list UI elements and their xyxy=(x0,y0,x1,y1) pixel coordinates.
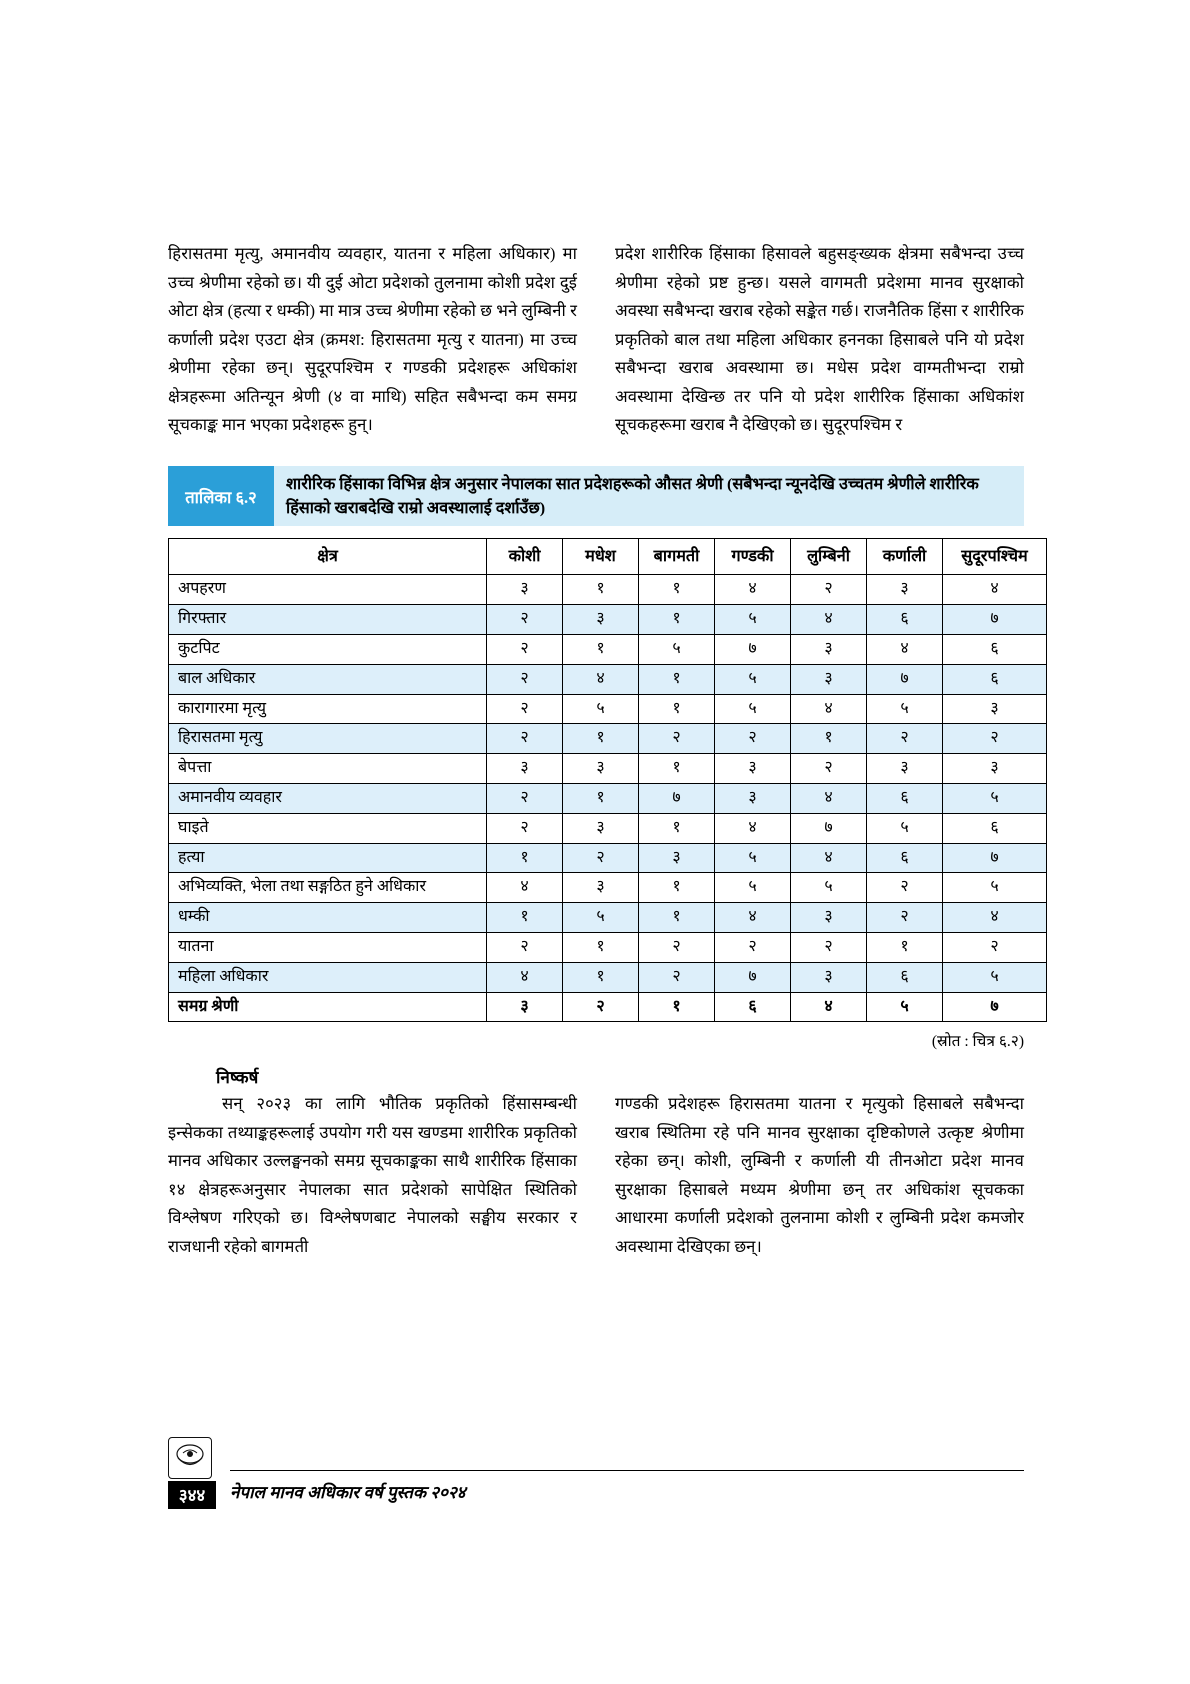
cell-value: ७ xyxy=(943,843,1047,873)
cell-value: ४ xyxy=(943,903,1047,933)
cell-value: २ xyxy=(715,724,791,754)
cell-value: ३ xyxy=(791,634,867,664)
cell-value: ३ xyxy=(791,962,867,992)
cell-value: ३ xyxy=(867,575,943,605)
cell-value: २ xyxy=(867,903,943,933)
cell-value: ३ xyxy=(943,694,1047,724)
insec-emblem-icon xyxy=(171,1441,209,1475)
cell-value: १ xyxy=(639,754,715,784)
footer-title: नेपाल मानव अधिकार वर्ष पुस्तक २०२४ xyxy=(230,1483,466,1502)
cell-value: १ xyxy=(867,932,943,962)
table-row xyxy=(169,754,1047,784)
table-row xyxy=(169,843,1047,873)
total-row-label: समग्र श्रेणी xyxy=(169,992,487,1022)
header-cell-koshi: कोशी xyxy=(487,539,563,575)
province-ranking-table xyxy=(168,538,1047,1022)
cell-value: ५ xyxy=(563,903,639,933)
cell-value: ४ xyxy=(487,873,563,903)
cell-value: ४ xyxy=(487,962,563,992)
cell-value: १ xyxy=(487,903,563,933)
row-label: अमानवीय व्यवहार xyxy=(169,783,487,813)
intro-left-column xyxy=(168,240,577,440)
cell-value: २ xyxy=(943,724,1047,754)
cell-value: १ xyxy=(563,932,639,962)
cell-value: ६ xyxy=(943,813,1047,843)
cell-value: १ xyxy=(639,575,715,605)
table-header-row xyxy=(169,539,1047,575)
table-caption-text: शारीरिक हिंसाका विभिन्न क्षेत्र अनुसार नेपालका सात प्रदेशहरूको औसत श्रेणी (सबैभन्दा न्यूनदेखि उच्चतम श्रेणीले शारीरिक हिंसाको खराबदेखि राम्रो अवस्थालाई दर्शाउँछ) xyxy=(274,466,1024,527)
cell-value: ५ xyxy=(715,694,791,724)
cell-value: ३ xyxy=(791,664,867,694)
cell-value: २ xyxy=(867,873,943,903)
cell-value: ३ xyxy=(715,754,791,784)
cell-value: ४ xyxy=(791,605,867,635)
cell-value: ७ xyxy=(715,634,791,664)
row-label: अभिव्यक्ति, भेला तथा सङ्गठित हुने अधिकार xyxy=(169,873,487,903)
cell-value: ७ xyxy=(943,605,1047,635)
cell-value: ७ xyxy=(639,783,715,813)
page-number: ३४४ xyxy=(168,1481,216,1509)
table-head xyxy=(169,539,1047,575)
intro-right-column xyxy=(615,240,1024,440)
header-cell-gandaki: गण्डकी xyxy=(715,539,791,575)
cell-value: ३ xyxy=(563,754,639,784)
cell-value: २ xyxy=(715,932,791,962)
intro-right-paragraph: प्रदेश शारीरिक हिंसाका हिसावले बहुसङ्ख्यक क्षेत्रमा सबैभन्दा उच्च श्रेणीमा रहेको प्रष्ट हुन्छ। यसले वागमती प्रदेशमा मानव सुरक्षाको अवस्था सबैभन्दा खराब रहेको सङ्केत गर्छ। राजनैतिक हिंसा र शारीरिक प्रकृतिको बाल तथा महिला अधिकार हननका हिसाबले पनि यो प्रदेश सबैभन्दा खराब अवस्थामा छ। मधेस प्रदेश वाग्मतीभन्दा राम्रो अवस्थामा देखिन्छ तर पनि यो प्रदेश शारीरिक हिंसाका अधिकांश सूचकहरूमा खराब नै देखिएको छ। सुदूरपश्चिम र xyxy=(615,244,1024,435)
cell-value: ४ xyxy=(791,843,867,873)
cell-value: ४ xyxy=(791,783,867,813)
cell-value: १ xyxy=(639,664,715,694)
cell-value: २ xyxy=(487,932,563,962)
cell-value: २ xyxy=(791,575,867,605)
cell-value: ४ xyxy=(791,694,867,724)
cell-value: १ xyxy=(563,724,639,754)
row-label: गिरफ्तार xyxy=(169,605,487,635)
total-cell-value: १ xyxy=(639,992,715,1022)
total-cell-value: ६ xyxy=(715,992,791,1022)
cell-value: ५ xyxy=(715,605,791,635)
cell-value: ४ xyxy=(715,903,791,933)
cell-value: २ xyxy=(487,664,563,694)
cell-value: ५ xyxy=(715,843,791,873)
total-cell-value: ४ xyxy=(791,992,867,1022)
header-cell-lumbini: लुम्बिनी xyxy=(791,539,867,575)
cell-value: ७ xyxy=(867,664,943,694)
cell-value: ३ xyxy=(867,754,943,784)
cell-value: १ xyxy=(563,962,639,992)
table-row xyxy=(169,962,1047,992)
cell-value: ७ xyxy=(791,813,867,843)
cell-value: ३ xyxy=(943,754,1047,784)
table-row xyxy=(169,575,1047,605)
row-label: हत्या xyxy=(169,843,487,873)
header-cell-sudurpashchim: सुदूरपश्चिम xyxy=(943,539,1047,575)
cell-value: १ xyxy=(487,843,563,873)
header-cell-bagmati: बागमती xyxy=(639,539,715,575)
row-label: कारागारमा मृत्यु xyxy=(169,694,487,724)
cell-value: २ xyxy=(487,694,563,724)
cell-value: २ xyxy=(639,932,715,962)
cell-value: २ xyxy=(639,962,715,992)
cell-value: ४ xyxy=(715,813,791,843)
table-row xyxy=(169,664,1047,694)
conclusion-heading: निष्कर्ष xyxy=(216,1068,259,1088)
cell-value: १ xyxy=(639,873,715,903)
row-label: महिला अधिकार xyxy=(169,962,487,992)
table-row xyxy=(169,932,1047,962)
cell-value: ४ xyxy=(563,664,639,694)
cell-value: ३ xyxy=(715,783,791,813)
cell-value: ५ xyxy=(715,664,791,694)
cell-value: ३ xyxy=(563,605,639,635)
footer-inner xyxy=(168,1437,1024,1509)
table-row xyxy=(169,783,1047,813)
cell-value: १ xyxy=(639,694,715,724)
page-content xyxy=(168,240,1028,1262)
cell-value: ३ xyxy=(487,754,563,784)
cell-value: २ xyxy=(867,724,943,754)
cell-value: ५ xyxy=(867,694,943,724)
intro-columns xyxy=(168,240,1024,440)
insec-logo-icon xyxy=(168,1437,212,1479)
cell-value: ३ xyxy=(639,843,715,873)
table-row xyxy=(169,873,1047,903)
table-caption xyxy=(168,466,1024,527)
table-row xyxy=(169,634,1047,664)
cell-value: ६ xyxy=(943,634,1047,664)
cell-value: ५ xyxy=(867,813,943,843)
cell-value: २ xyxy=(487,783,563,813)
row-label: धम्की xyxy=(169,903,487,933)
cell-value: ३ xyxy=(791,903,867,933)
cell-value: २ xyxy=(639,724,715,754)
cell-value: ५ xyxy=(715,873,791,903)
cell-value: ६ xyxy=(867,783,943,813)
cell-value: १ xyxy=(563,783,639,813)
cell-value: ४ xyxy=(715,575,791,605)
table-total-row xyxy=(169,992,1047,1022)
cell-value: ४ xyxy=(867,634,943,664)
cell-value: ३ xyxy=(563,813,639,843)
cell-value: २ xyxy=(487,813,563,843)
cell-value: १ xyxy=(563,634,639,664)
total-cell-value: ३ xyxy=(487,992,563,1022)
cell-value: २ xyxy=(487,634,563,664)
publisher-logo xyxy=(168,1437,216,1509)
total-cell-value: ५ xyxy=(867,992,943,1022)
conclusion-left-column xyxy=(168,1090,577,1261)
cell-value: ६ xyxy=(867,962,943,992)
total-cell-value: २ xyxy=(563,992,639,1022)
intro-left-paragraph: हिरासतमा मृत्यु, अमानवीय व्यवहार, यातना र महिला अधिकार) मा उच्च श्रेणीमा रहेको छ। यी दुई ओटा प्रदेशको तुलनामा कोशी प्रदेश दुई ओटा क्षेत्र (हत्या र धम्की) मा मात्र उच्च श्रेणीमा रहेको छ भने लुम्बिनी र कर्णाली प्रदेश एउटा क्षेत्र (क्रमश: हिरासतमा मृत्यु र यातना) मा उच्च श्रेणीमा रहेका छन्। सुदूरपश्चिम र गण्डकी प्रदेशहरू अधिकांश क्षेत्रहरूमा अतिन्यून श्रेणी (४ वा माथि) सहित सबैभन्दा कम समग्र सूचकाङ्क मान भएका प्रदेशहरू हुन्। xyxy=(168,244,577,435)
cell-value: १ xyxy=(639,813,715,843)
cell-value: २ xyxy=(791,754,867,784)
cell-value: ६ xyxy=(943,664,1047,694)
cell-value: १ xyxy=(639,605,715,635)
row-label: अपहरण xyxy=(169,575,487,605)
row-label: बेपत्ता xyxy=(169,754,487,784)
table-source-note: (स्रोत : चित्र ६.२) xyxy=(931,1033,1024,1051)
table-row xyxy=(169,903,1047,933)
cell-value: ५ xyxy=(563,694,639,724)
row-label: बाल अधिकार xyxy=(169,664,487,694)
cell-value: ५ xyxy=(943,873,1047,903)
total-cell-value: ७ xyxy=(943,992,1047,1022)
table-row xyxy=(169,605,1047,635)
cell-value: १ xyxy=(639,903,715,933)
row-label: कुटपिट xyxy=(169,634,487,664)
conclusion-right-paragraph: गण्डकी प्रदेशहरू हिरासतमा यातना र मृत्युको हिसाबले सबैभन्दा खराब स्थितिमा रहे पनि मानव सुरक्षाका दृष्टिकोणले उत्कृष्ट श्रेणीमा रहेका छन्। कोशी, लुम्बिनी र कर्णाली यी तीनओटा प्रदेश मानव सुरक्षाका हिसाबले मध्यम श्रेणीमा छन् तर अधिकांश सूचकका आधारमा कर्णाली प्रदेशको तुलनामा कोशी र लुम्बिनी प्रदेश कमजोर अवस्थामा देखिएका छन्। xyxy=(615,1094,1024,1256)
cell-value: ३ xyxy=(487,575,563,605)
header-cell-karnali: कर्णाली xyxy=(867,539,943,575)
header-cell-madhesh: मधेश xyxy=(563,539,639,575)
cell-value: १ xyxy=(563,575,639,605)
table-row xyxy=(169,724,1047,754)
cell-value: २ xyxy=(487,605,563,635)
cell-value: ५ xyxy=(943,783,1047,813)
cell-value: २ xyxy=(487,724,563,754)
conclusion-columns xyxy=(168,1090,1024,1261)
table-caption-tag: तालिका ६.२ xyxy=(168,466,274,527)
cell-value: २ xyxy=(563,843,639,873)
row-label: घाइते xyxy=(169,813,487,843)
cell-value: १ xyxy=(791,724,867,754)
row-label: यातना xyxy=(169,932,487,962)
table-row xyxy=(169,813,1047,843)
cell-value: ६ xyxy=(867,605,943,635)
conclusion-left-paragraph: सन् २०२३ का लागि भौतिक प्रकृतिको हिंसासम्बन्धी इन्सेकका तथ्याङ्कहरूलाई उपयोग गरी यस खण्डमा शारीरिक प्रकृतिको मानव अधिकार उल्लङ्घनको समग्र सूचकाङ्कका साथै शारीरिक हिंसाका १४ क्षेत्रहरूअनुसार नेपालका सात प्रदेशको सापेक्षित स्थितिको विश्लेषण गरिएको छ। विश्लेषणबाट नेपालको सङ्घीय सरकार र राजधानी रहेको बागमती xyxy=(168,1094,577,1256)
conclusion-right-column xyxy=(615,1090,1024,1261)
cell-value: ५ xyxy=(791,873,867,903)
cell-value: ४ xyxy=(943,575,1047,605)
cell-value: ५ xyxy=(639,634,715,664)
cell-value: ७ xyxy=(715,962,791,992)
row-label: हिरासतमा मृत्यु xyxy=(169,724,487,754)
table-row xyxy=(169,694,1047,724)
cell-value: ३ xyxy=(563,873,639,903)
page-footer xyxy=(168,1470,1024,1509)
header-cell-area: क्षेत्र xyxy=(169,539,487,575)
cell-value: २ xyxy=(943,932,1047,962)
cell-value: ५ xyxy=(943,962,1047,992)
table-body xyxy=(169,575,1047,1022)
cell-value: २ xyxy=(791,932,867,962)
cell-value: ६ xyxy=(867,843,943,873)
